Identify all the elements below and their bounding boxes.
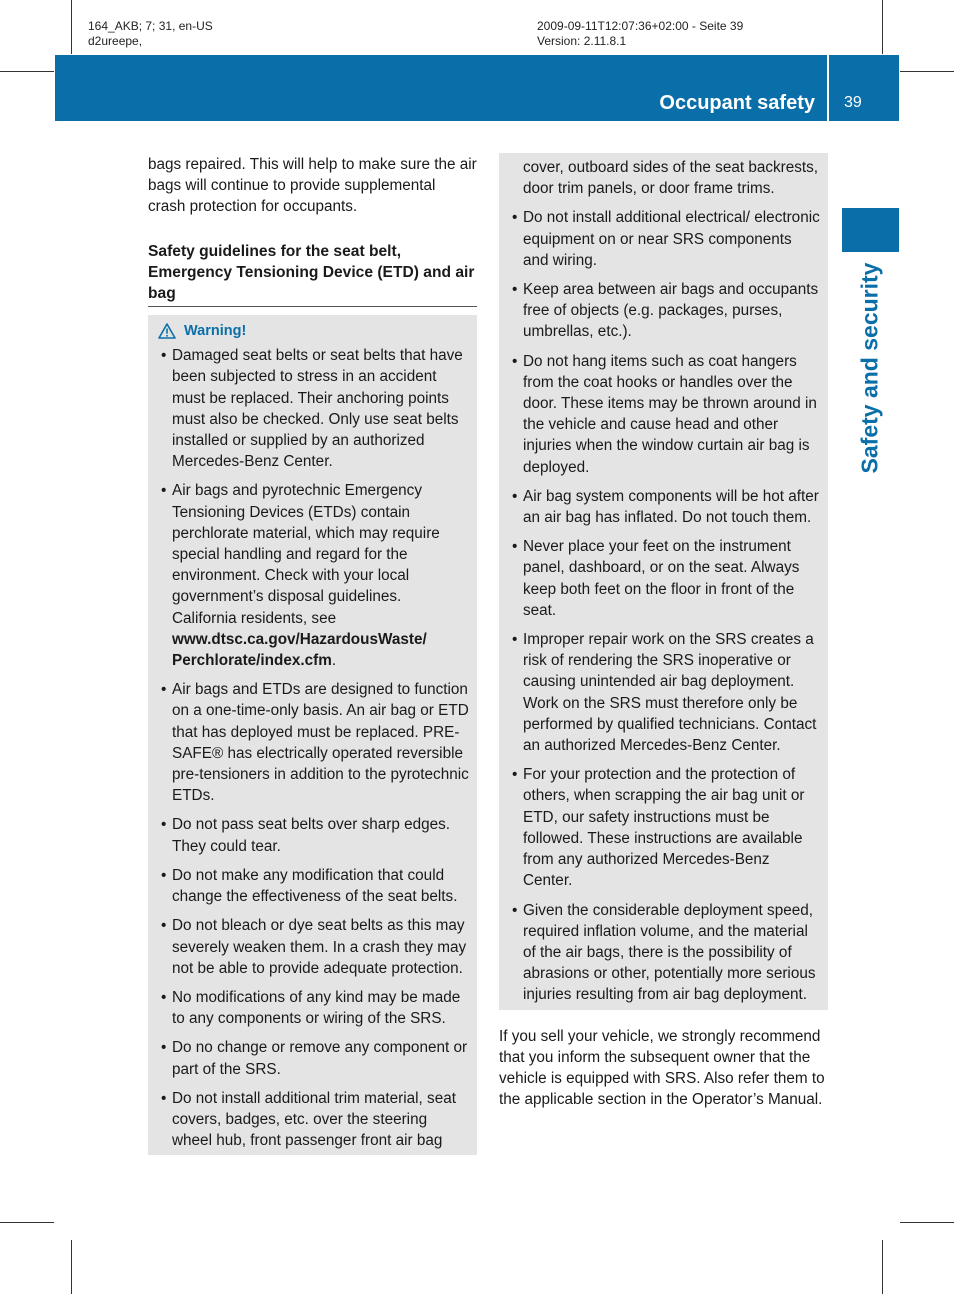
list-item: • For your protection and the protection of others, when scrapping the air bag unit or ETD, our safety instructions must be followed. These instructions are available from any authorized Mercedes-Benz Center. (509, 764, 820, 891)
warning-label: Warning! (184, 322, 247, 339)
header-bar (55, 55, 899, 121)
list-item: • Do not make any modification that could change the effectiveness of the seat belts. (158, 865, 469, 907)
side-tab-marker (842, 208, 899, 252)
crop-mark (900, 71, 954, 72)
list-item: • Improper repair work on the SRS creates a risk of rendering the SRS inoperative or causing unintended air bag deployment. Work on the SRS must therefore only be performed by qualified technicians. Contact an authorized Mercedes-Benz Center. (509, 629, 820, 756)
page-number: 39 (844, 94, 862, 111)
crop-mark (882, 0, 883, 54)
list-item: • No modifications of any kind may be made to any components or wiring of the SRS. (158, 987, 469, 1029)
warning-list-continued (509, 157, 820, 1006)
crop-mark (71, 1240, 72, 1294)
link-suffix: . (331, 652, 337, 670)
print-meta-right (537, 19, 743, 49)
list-item: • Do not install additional electrical/ electronic equipment on or near SRS components and wiring. (509, 207, 820, 271)
section-title: Occupant safety (659, 92, 815, 114)
meta-left-line1: 164_AKB; 7; 31, en-US (88, 19, 213, 33)
list-item: • Air bags and ETDs are designed to function on a one-time-only basis. An air bag or ETD that has deployed must be replaced. PRE-SAFE® has electrically operated reversible pre-tensioners in addition to the pyrotechnic ETDs. (158, 679, 469, 806)
list-item (158, 480, 469, 671)
list-item: • Keep area between air bags and occupants free of objects (e.g. packages, purses, umbrellas, etc.). (509, 279, 820, 343)
warning-header (158, 320, 469, 342)
list-item: • Do not bleach or dye seat belts as this may severely weaken them. In a crash they may not be able to provide adequate protection. (158, 915, 469, 979)
list-item: • Never place your feet on the instrument panel, dashboard, or on the seat. Always keep both feet on the floor in front of the seat. (509, 536, 820, 621)
list-item: • Damaged seat belts or seat belts that have been subjected to stress in an accident must be replaced. Their anchoring points must also be checked. Only use seat belts installed or supplied by an authorized Mercedes-Benz Center. (158, 345, 469, 472)
right-column (499, 153, 828, 1110)
warning-list (158, 345, 469, 1151)
list-item: • Do not pass seat belts over sharp edges. They could tear. (158, 814, 469, 856)
list-item: • Do no change or remove any component or part of the SRS. (158, 1037, 469, 1079)
meta-right-line2: Version: 2.11.8.1 (537, 34, 627, 48)
intro-paragraph: bags repaired. This will help to make sure the air bags will continue to provide supplemental crash protection for occupants. (148, 156, 477, 216)
list-item-continuation: cover, outboard sides of the seat backrests, door trim panels, or door frame trims. (523, 159, 819, 198)
left-column (148, 154, 477, 1155)
side-tab-label: Safety and security (856, 262, 883, 474)
print-meta-left (88, 19, 213, 49)
warning-triangle-icon (158, 323, 176, 339)
list-item-text: Air bags and pyrotechnic Emergency Tensioning Devices (ETDs) contain perchlorate material, which may require special handling and regard for the environment. Check with your local government’s disposal guidelines. California residents, see (172, 482, 440, 627)
crop-mark (900, 1222, 954, 1223)
list-item: • Given the considerable deployment speed, required inflation volume, and the material of the air bags, there is the possibility of abrasions or other, potentially more serious injuries resulting from air bag deployment. (509, 900, 820, 1006)
crop-mark (882, 1240, 883, 1294)
list-item: • Do not hang items such as coat hangers from the coat hooks or handles over the door. These items may be thrown around in the vehicle and cause head and other injuries when the window curtain air bag is deployed. (509, 351, 820, 478)
section-heading: Safety guidelines for the seat belt, Emergency Tensioning Device (ETD) and air bag (148, 241, 477, 308)
crop-mark (0, 1222, 54, 1223)
warning-box-continued (499, 153, 828, 1010)
closing-paragraph: If you sell your vehicle, we strongly recommend that you inform the subsequent owner that the vehicle is equipped with SRS. Also refer them to the applicable section in the Operator’s Manual. (499, 1027, 825, 1109)
dtsc-link[interactable]: www.dtsc.ca.gov/HazardousWaste/ Perchlorate/index.cfm (172, 630, 427, 670)
header-divider (827, 55, 829, 121)
warning-box (148, 315, 477, 1155)
list-item: • Air bag system components will be hot after an air bag has inflated. Do not touch them. (509, 486, 820, 528)
meta-right-line1: 2009-09-11T12:07:36+02:00 - Seite 39 (537, 19, 744, 33)
crop-mark (0, 71, 54, 72)
meta-left-line2: d2ureepe, (88, 34, 143, 48)
list-item: • Do not install additional trim material, seat covers, badges, etc. over the steering wheel hub, front passenger front air bag (158, 1088, 469, 1152)
crop-mark (71, 0, 72, 54)
